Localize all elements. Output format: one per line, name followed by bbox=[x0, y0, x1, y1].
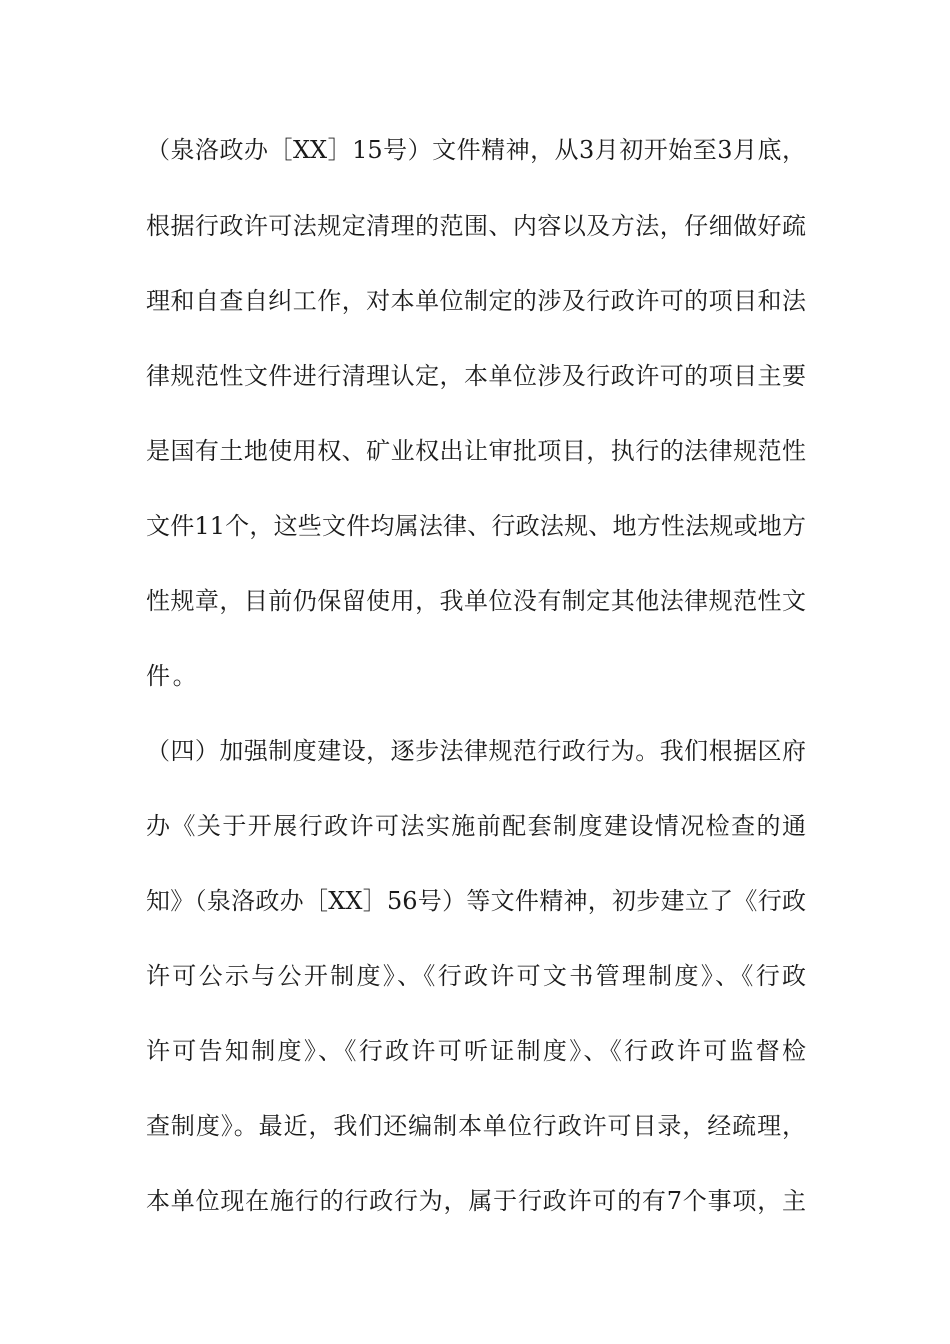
paragraph-line: 查制度》。最近，我们还编制本单位行政许可目录，经疏理， bbox=[146, 1112, 806, 1140]
paragraph-line: 性规章，目前仍保留使用，我单位没有制定其他法律规范性文 bbox=[146, 587, 806, 615]
paragraph-line: 文件11个，这些文件均属法律、行政法规、地方性法规或地方 bbox=[146, 512, 806, 540]
paragraph-line: 许可公示与公开制度》、《行政许可文书管理制度》、《行政 bbox=[146, 962, 806, 990]
paragraph-line: 理和自查自纠工作，对本单位制定的涉及行政许可的项目和法 bbox=[146, 287, 806, 315]
paragraph-line: （泉洛政办［XX］15号）文件精神，从3月初开始至3月底， bbox=[146, 136, 806, 164]
paragraph-line: 本单位现在施行的行政行为，属于行政许可的有7个事项，主 bbox=[146, 1187, 806, 1215]
paragraph-line: 是国有土地使用权、矿业权出让审批项目，执行的法律规范性 bbox=[146, 437, 806, 465]
paragraph-line: 许可告知制度》、《行政许可听证制度》、《行政许可监督检 bbox=[146, 1037, 806, 1065]
paragraph-line: 律规范性文件进行清理认定，本单位涉及行政许可的项目主要 bbox=[146, 362, 806, 390]
paragraph-line: 知》（泉洛政办［XX］56号）等文件精神，初步建立了《行政 bbox=[146, 887, 806, 915]
paragraph-line: 根据行政许可法规定清理的范围、内容以及方法，仔细做好疏 bbox=[146, 212, 806, 240]
paragraph-line: 件。 bbox=[146, 662, 200, 690]
paragraph-line: 办《关于开展行政许可法实施前配套制度建设情况检查的通 bbox=[146, 812, 806, 840]
paragraph-line: （四）加强制度建设，逐步法律规范行政行为。我们根据区府 bbox=[146, 737, 806, 765]
